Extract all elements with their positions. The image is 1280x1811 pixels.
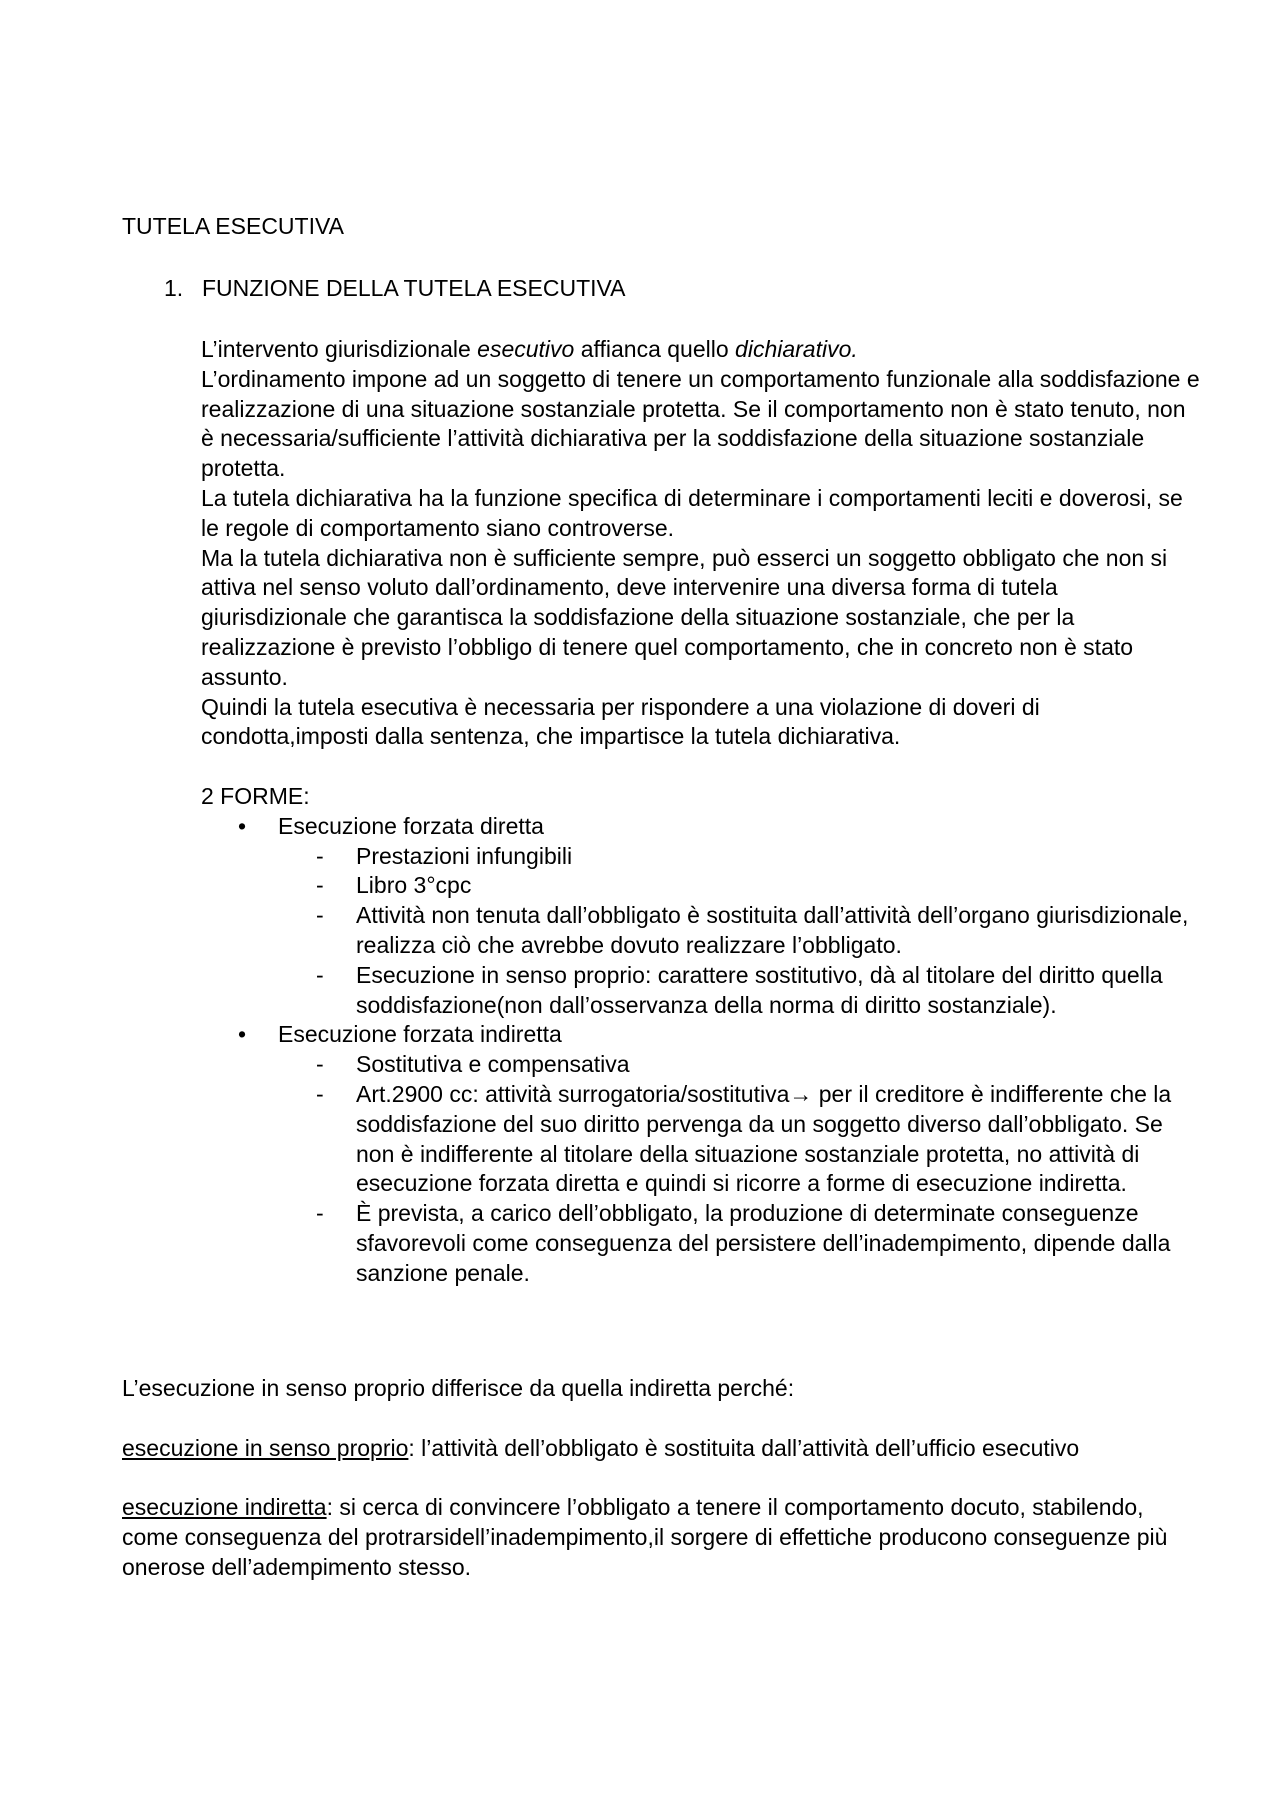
dash-item-text: Attività non tenuta dall’obbligato è sostituita dall’attività dell’organo giurisdizionale, realizza ciò che avrebbe dovuto realizzare l’obbligato.	[356, 902, 1189, 958]
dash-mark: -	[316, 961, 324, 988]
closing-indirect	[122, 1493, 1202, 1582]
bullet-label: Esecuzione forzata diretta	[278, 812, 544, 839]
intro-paragraph-5: Quindi la tutela esecutiva è necessaria per rispondere a una violazione di doveri di condotta,imposti dalla sentenza, che impartisce la tutela dichiarativa.	[201, 693, 1040, 750]
intro-text: affianca quello	[574, 336, 736, 362]
intro-text: L’intervento giurisdizionale	[201, 336, 478, 362]
dash-item-text: Libro 3°cpc	[356, 872, 472, 899]
bullet-direct	[201, 812, 1201, 842]
forms-heading: 2 FORME:	[201, 783, 310, 809]
term-proper: esecuzione in senso proprio	[122, 1434, 409, 1461]
dash-item	[201, 961, 1201, 1021]
dash-item	[201, 1080, 1201, 1199]
closing-proper	[122, 1434, 1202, 1464]
definition-indirect: : si cerca di convincere l’obbligato a tenere il comportamento docuto, stabilendo, come conseguenza del protrarsidell’inadempimento,il sorgere di effettiche producono conseguenze più onerose dell’adempimento stesso.	[122, 1494, 1168, 1580]
forms-block	[201, 782, 1201, 1289]
dash-item-text: Sostitutiva e compensativa	[356, 1051, 630, 1078]
dash-mark: -	[316, 1080, 324, 1107]
bullet-mark: •	[238, 812, 247, 839]
dash-item	[201, 842, 1201, 872]
section-heading	[164, 274, 625, 304]
intro-paragraph-2: L’ordinamento impone ad un soggetto di tenere un comportamento funzionale alla soddisfazione e realizzazione di una situazione sostanziale protetta. Se il comportamento non è stato tenuto, non è necessaria/sufficiente l’attività dichiarativa per la soddisfazione della situazione sostanziale protetta.	[201, 365, 1200, 482]
dash-item	[201, 1050, 1201, 1080]
intro-paragraph-4: Ma la tutela dichiarativa non è sufficiente sempre, può esserci un soggetto obbligato che non si attiva nel senso voluto dall’ordinamento, deve intervenire una diversa forma di tutela giurisdizionale che garantisca la soddisfazione della situazione sostanziale, che per la realizzazione è previsto l’obbligo di tenere quel comportamento, che in concreto non è stato assunto.	[201, 544, 1168, 690]
closing-block	[122, 1374, 1202, 1583]
bullet-mark: •	[238, 1021, 247, 1048]
dash-item	[201, 871, 1201, 901]
dash-mark: -	[316, 1051, 324, 1078]
section-heading-text: FUNZIONE DELLA TUTELA ESECUTIVA	[202, 275, 626, 301]
dash-item-text: Prestazioni infungibili	[356, 842, 573, 869]
bullet-label: Esecuzione forzata indiretta	[278, 1021, 562, 1048]
dash-mark: -	[316, 872, 324, 899]
dash-item-text: Art.2900 cc: attività surrogatoria/sostitutiva→ per il creditore è indifferente che la soddisfazione del suo diritto pervenga da un soggetto diverso dall’obbligato. Se non è indifferente al titolare della situazione sostanziale protetta, no attività di esecuzione forzata diretta e quindi si ricorre a forme di esecuzione indiretta.	[356, 1080, 1172, 1197]
intro-block	[201, 335, 1201, 752]
dash-mark: -	[316, 842, 324, 869]
dash-mark: -	[316, 1200, 324, 1227]
intro-emphasis-esecutivo: esecutivo	[477, 336, 575, 362]
bullet-indirect	[201, 1020, 1201, 1050]
dash-item-text: Esecuzione in senso proprio: carattere sostitutivo, dà al titolare del diritto quella soddisfazione(non dall’osservanza della norma di diritto sostanziale).	[356, 961, 1163, 1018]
intro-emphasis-dichiarativo: dichiarativo.	[735, 336, 858, 362]
definition-proper: : l’attività dell’obbligato è sostituita dall’attività dell’ufficio esecutivo	[408, 1434, 1080, 1461]
intro-paragraph-1	[201, 335, 1201, 365]
dash-mark: -	[316, 902, 324, 929]
section-number: 1.	[164, 275, 184, 301]
term-indirect: esecuzione indiretta	[122, 1494, 327, 1521]
dash-item	[201, 901, 1201, 961]
intro-paragraph-3: La tutela dichiarativa ha la funzione specifica di determinare i comportamenti leciti e doverosi, se le regole di comportamento siano controverse.	[201, 484, 1183, 541]
dash-item	[201, 1199, 1201, 1288]
closing-intro: L’esecuzione in senso proprio differisce da quella indiretta perché:	[122, 1375, 795, 1401]
document-title: TUTELA ESECUTIVA	[122, 213, 344, 239]
dash-item-text: È prevista, a carico dell’obbligato, la produzione di determinate conseguenze sfavorevoli come conseguenza del persistere dell’inadempimento, dipende dalla sanzione penale.	[356, 1200, 1171, 1286]
